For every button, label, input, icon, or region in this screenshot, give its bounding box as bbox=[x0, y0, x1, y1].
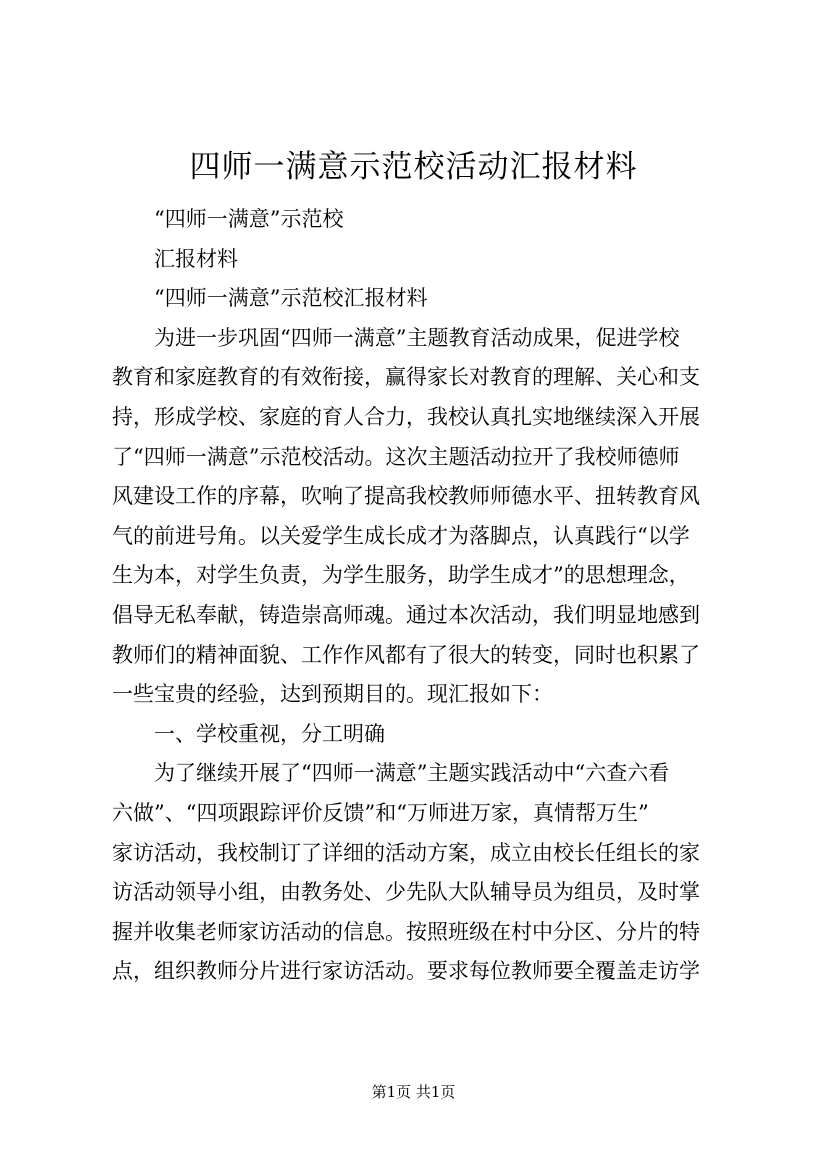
document-title: 四师一满意示范校活动汇报材料 bbox=[189, 149, 638, 185]
paragraph-line: 一些宝贵的经验，达到预期目的。现汇报如下： bbox=[112, 682, 553, 707]
paragraph-line: 气的前进号角。以关爱学生成长成才为落脚点，认真践行“以学 bbox=[112, 523, 690, 548]
paragraph-line: 生为本，对学生负责，为学生服务，助学生成才”的思想理念， bbox=[112, 563, 690, 588]
paragraph-line: 六做”、“四项跟踪评价反馈”和“万师进万家，真情帮万生” bbox=[112, 800, 649, 825]
paragraph-line: 为进一步巩固“四师一满意”主题教育活动成果，促进学校 bbox=[154, 325, 680, 350]
subtitle-line: 汇报材料 bbox=[154, 246, 238, 271]
paragraph-line: 教育和家庭教育的有效衔接，赢得家长对教育的理解、关心和支 bbox=[112, 365, 700, 390]
paragraph-line: 为了继续开展了“四师一满意”主题实践活动中“六查六看 bbox=[154, 761, 670, 786]
paragraph-line: 风建设工作的序幕，吹响了提高我校教师师德水平、扭转教育风 bbox=[112, 484, 700, 509]
paragraph-line: 点，组织教师分片进行家访活动。要求每位教师要全覆盖走访学 bbox=[112, 959, 700, 984]
paragraph-line: 倡导无私奉献，铸造崇高师魂。通过本次活动，我们明显地感到 bbox=[112, 602, 700, 627]
paragraph-line: 家访活动，我校制订了详细的活动方案，成立由校长任组长的家 bbox=[112, 840, 700, 865]
subtitle-line: “四师一满意”示范校 bbox=[154, 207, 344, 231]
paragraph-line: 教师们的精神面貌、工作作风都有了很大的转变，同时也积累了 bbox=[112, 642, 700, 667]
subtitle-line: “四师一满意”示范校汇报材料 bbox=[154, 286, 428, 311]
section-heading: 一、学校重视，分工明确 bbox=[154, 721, 385, 746]
paragraph-line: 持，形成学校、家庭的育人合力，我校认真扎实地继续深入开展 bbox=[112, 404, 700, 429]
page-footer: 第1页 共1页 bbox=[371, 1083, 456, 1101]
document-body bbox=[112, 200, 732, 992]
paragraph-line: 访活动领导小组，由教务处、少先队大队辅导员为组员，及时掌 bbox=[112, 880, 700, 905]
paragraph-line: 握并收集老师家访活动的信息。按照班级在村中分区、分片的特 bbox=[112, 919, 700, 944]
paragraph-line: 了“四师一满意”示范校活动。这次主题活动拉开了我校师德师 bbox=[112, 444, 680, 469]
